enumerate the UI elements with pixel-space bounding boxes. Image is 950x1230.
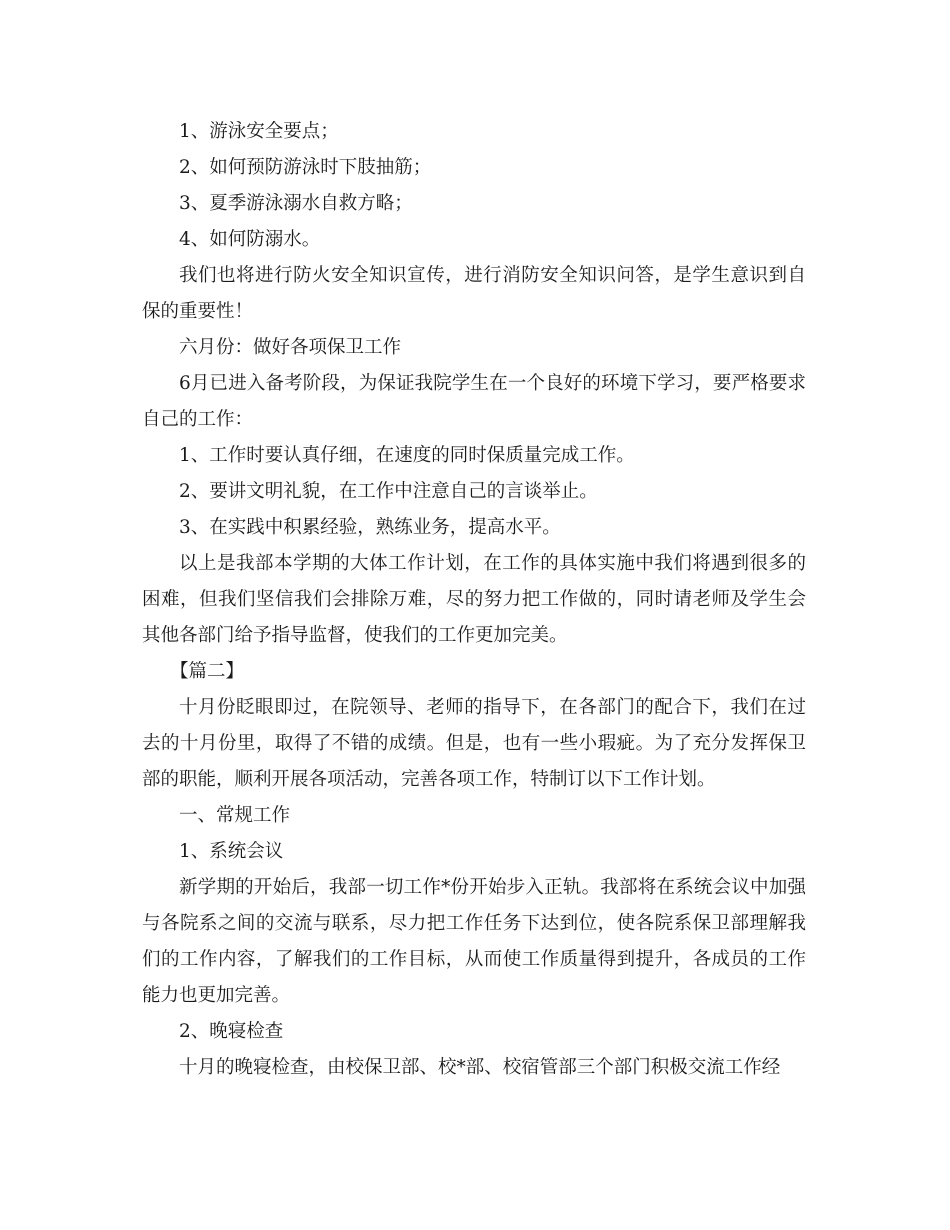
paragraph-june-intro: 6月已进入备考阶段，为保证我院学生在一个良好的环境下学习，要严格要求自己的工作：: [142, 373, 806, 430]
paragraph-evening-check: 十月的晚寝检查，由校保卫部、校*部、校宿管部三个部门积极交流工作经: [179, 1057, 781, 1078]
list-item-courtesy: 2、要讲文明礼貌，在工作中注意自己的言谈举止。: [179, 481, 598, 502]
list-item-experience: 3、在实践中积累经验，熟练业务，提高水平。: [179, 517, 561, 538]
paragraph-october-intro: 十月份眨眼即过，在院领导、老师的指导下，在各部门的配合下，我们在过去的十月份里，取得了不错的成绩。但是，也有一些小瑕疵。为了充分发挥保卫部的职能，顺利开展各项活动，完善各项工作，特制订以下工作计划。: [142, 697, 806, 790]
list-item-careful-work: 1、工作时要认真仔细，在速度的同时保质量完成工作。: [179, 445, 635, 466]
subheading-evening-check: 2、晚寝检查: [179, 1021, 284, 1042]
paragraph-summary: 以上是我部本学期的大体工作计划，在工作的具体实施中我们将遇到很多的困难，但我们坚信我们会排除万难，尽的努力把工作做的，同时请老师及学生会其他各部门给予指导监督，使我们的工作更加完美。: [142, 553, 806, 646]
section-heading-part-two: 【篇二】: [170, 661, 245, 682]
list-item-swimming-safety: 1、游泳安全要点；: [179, 121, 339, 142]
list-item-prevent-cramps: 2、如何预防游泳时下肢抽筋；: [179, 157, 432, 178]
section-heading-june: 六月份：做好各项保卫工作: [179, 337, 402, 358]
subheading-system-meeting: 1、系统会议: [179, 841, 284, 862]
paragraph-system-meeting: 新学期的开始后，我部一切工作*份开始步入正轨。我部将在系统会议中加强与各院系之间的交流与联系，尽力把工作任务下达到位，使各院系保卫部理解我们的工作内容，了解我们的工作目标，从而使工作质量得到提升，各成员的工作能力也更加完善。: [142, 877, 806, 1006]
list-item-prevent-drowning: 4、如何防溺水。: [179, 229, 321, 250]
document-body: [142, 114, 806, 1086]
paragraph-fire-safety: 我们也将进行防火安全知识宣传，进行消防安全知识问答，是学生意识到自保的重要性！: [142, 265, 806, 322]
section-heading-routine-work: 一、常规工作: [179, 805, 291, 826]
list-item-self-rescue: 3、夏季游泳溺水自救方略；: [179, 193, 413, 214]
